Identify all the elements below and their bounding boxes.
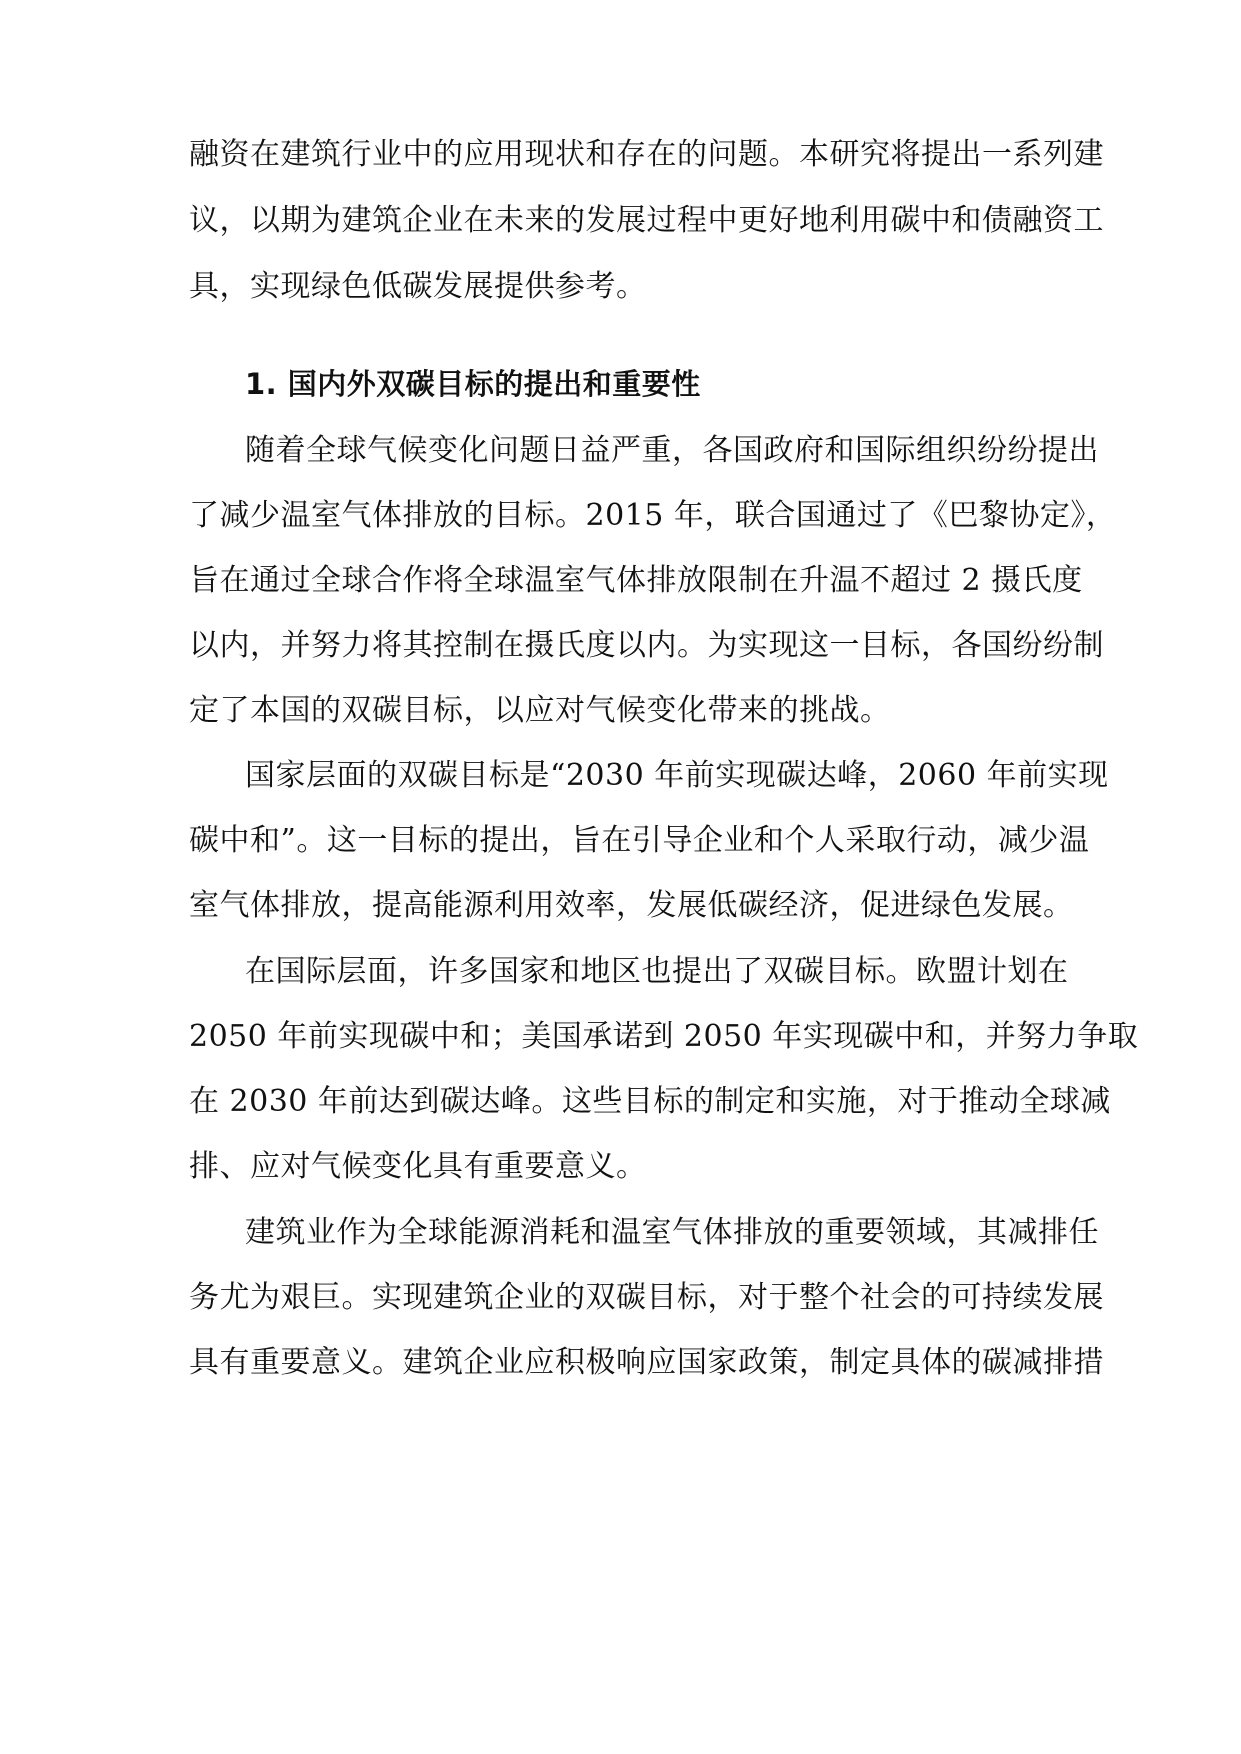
paragraph-2-line-2: 碳中和”。这一目标的提出，旨在引导企业和个人采取行动，减少温 xyxy=(189,823,1090,858)
paragraph-1-line-2: 了减少温室气体排放的目标。2015 年，联合国通过了《巴黎协定》， xyxy=(189,498,1117,533)
paragraph-2-line-1: 国家层面的双碳目标是“2030 年前实现碳达峰，2060 年前实现 xyxy=(245,758,1109,793)
paragraph-4-line-2: 务尤为艰巨。实现建筑企业的双碳目标，对于整个社会的可持续发展 xyxy=(189,1280,1104,1315)
paragraph-1-line-5: 定了本国的双碳目标，以应对气候变化带来的挑战。 xyxy=(189,693,891,728)
paragraph-1-line-1: 随着全球气候变化问题日益严重，各国政府和国际组织纷纷提出 xyxy=(245,433,1099,468)
paragraph-2-line-3: 室气体排放，提高能源利用效率，发展低碳经济，促进绿色发展。 xyxy=(189,888,1074,923)
paragraph-1-line-3: 旨在通过全球合作将全球温室气体排放限制在升温不超过 2 摄氏度 xyxy=(189,563,1083,598)
paragraph-4-line-1: 建筑业作为全球能源消耗和温室气体排放的重要领域，其减排任 xyxy=(245,1215,1099,1250)
paragraph-3-line-1: 在国际层面，许多国家和地区也提出了双碳目标。欧盟计划在 xyxy=(245,954,1069,989)
paragraph-3-line-2: 2050 年前实现碳中和；美国承诺到 2050 年实现碳中和，并努力争取 xyxy=(189,1019,1139,1054)
section-heading: 1. 国内外双碳目标的提出和重要性 xyxy=(245,367,701,401)
paragraph-intro-line-2: 议，以期为建筑企业在未来的发展过程中更好地利用碳中和债融资工 xyxy=(189,203,1104,238)
paragraph-3-line-4: 排、应对气候变化具有重要意义。 xyxy=(189,1149,647,1184)
paragraph-1-line-4: 以内，并努力将其控制在摄氏度以内。为实现这一目标，各国纷纷制 xyxy=(189,628,1104,663)
paragraph-4-line-3: 具有重要意义。建筑企业应积极响应国家政策，制定具体的碳减排措 xyxy=(189,1345,1104,1380)
paragraph-intro-line-1: 融资在建筑行业中的应用现状和存在的问题。本研究将提出一系列建 xyxy=(189,137,1104,172)
paragraph-intro-line-3: 具，实现绿色低碳发展提供参考。 xyxy=(189,269,647,304)
paragraph-3-line-3: 在 2030 年前达到碳达峰。这些目标的制定和实施，对于推动全球减 xyxy=(189,1084,1111,1119)
